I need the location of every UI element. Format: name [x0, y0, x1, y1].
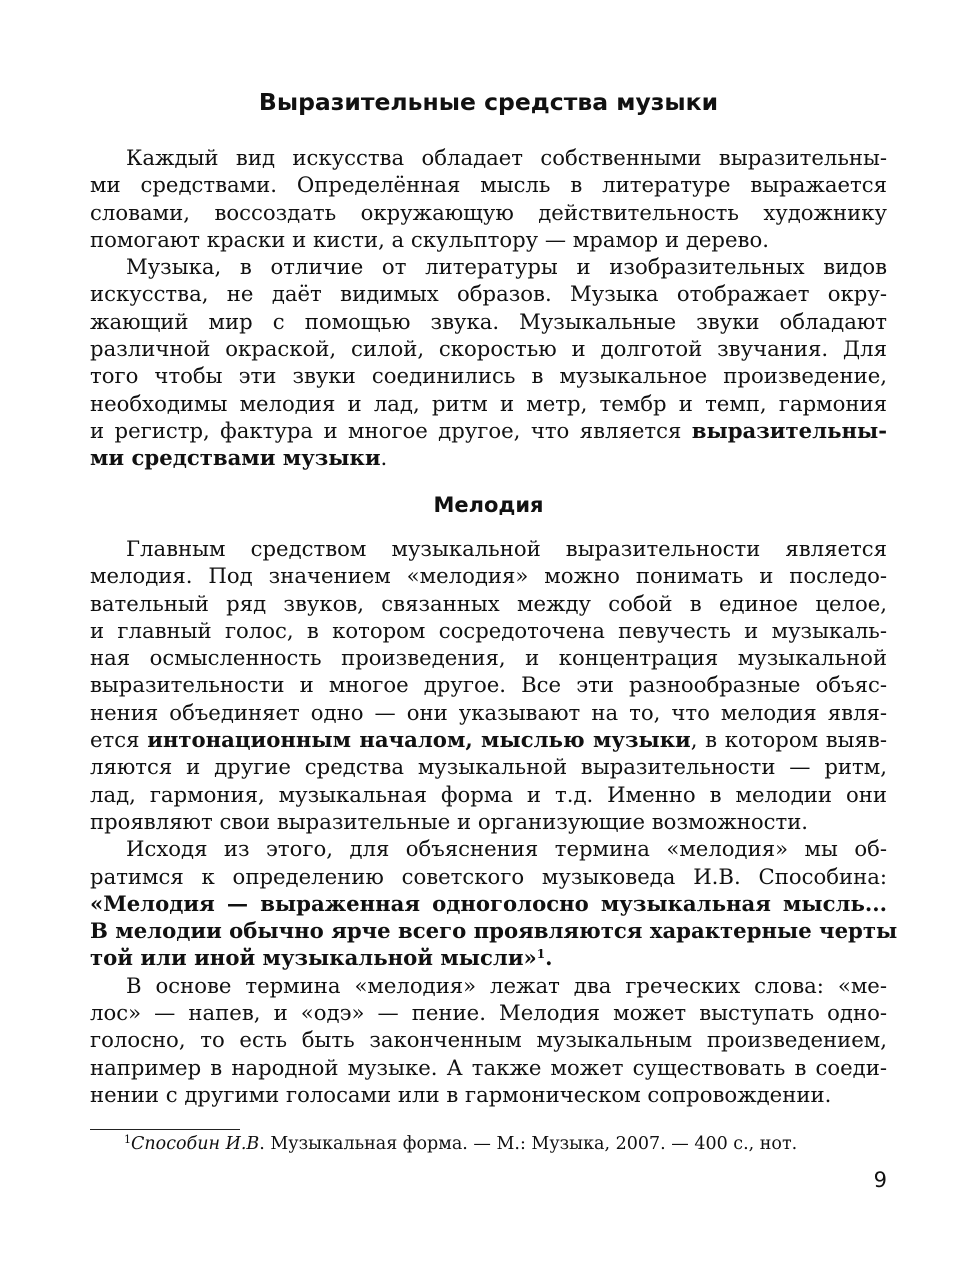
text-line: различной окраской, силой, скоростью и долготой звучания. Для: [90, 336, 887, 362]
melody-section: [90, 535, 898, 1108]
footnote-divider: [90, 1129, 240, 1130]
text-line: ляются и другие средства музыкальной выразительности — ритм,: [90, 754, 887, 780]
text-line: [90, 444, 887, 471]
section-heading-melody: Мелодия: [433, 493, 544, 517]
text-fragment: , в котором выяв-: [690, 727, 887, 753]
text-line: Музыка, в отличие от литературы и изобразительных видов: [126, 254, 887, 280]
text-line: того чтобы эти звуки соединились в музыкальное произведение,: [90, 363, 887, 389]
quote-line: «Мелодия — выраженная одноголосно музыкальная мысль...: [90, 890, 887, 916]
text-fragment: .: [380, 445, 388, 471]
text-line: нении с другими голосами или в гармоническом сопровождении.: [90, 1081, 832, 1107]
bold-term: выразительны-: [691, 417, 887, 443]
text-line: необходимы мелодия и лад, ритм и метр, тембр и темп, гармония: [90, 390, 887, 416]
footnote: [124, 1132, 797, 1156]
text-line: словами, воссоздать окружающую действительность художнику: [90, 199, 887, 225]
footnote-text: . Музыкальная форма. — М.: Музыка, 2007. — 400 с., нот.: [259, 1134, 798, 1154]
text-line: например в народной музыке. А также может существовать в соеди-: [90, 1054, 887, 1080]
intro-section: [90, 144, 887, 472]
text-line: жающий мир с помощью звука. Музыкальные звуки обладают: [90, 308, 887, 334]
text-line: лос» — напев, и «одэ» — пение. Мелодия может выступать одно-: [90, 1000, 887, 1026]
text-line: и главный голос, в котором сосредоточена певучесть и музыкаль-: [90, 617, 887, 643]
text-line: нения объединяет одно — они указывают на то, что мелодия явля-: [90, 699, 887, 725]
text-line: проявляют свои выразительные и организующие возможности.: [90, 808, 809, 834]
text-fragment: и регистр, фактура и многое другое, что является: [90, 417, 692, 443]
text-line: Исходя из этого, для объяснения термина «мелодия» мы об-: [126, 836, 887, 862]
quote-line: В мелодии обычно ярче всего проявляются характерные черты: [90, 918, 898, 944]
text-line: мелодия. Под значением «мелодия» можно понимать и последо-: [90, 563, 887, 589]
bold-term: интонационным началом, мыслью музыки: [147, 727, 691, 753]
text-line: голосно, то есть быть законченным музыкальным произведением,: [90, 1027, 887, 1053]
quote-fragment: той или иной музыкальной мысли»: [90, 945, 537, 971]
footnote-author: Способин И.В: [131, 1134, 260, 1154]
text-line: помогают краски и кисти, а скульптору — мрамор и дерево.: [90, 226, 769, 252]
text-line: лад, гармония, музыкальная форма и т.д. Именно в мелодии они: [90, 781, 887, 807]
text-line: ратимся к определению советского музыковеда И.В. Способина:: [90, 863, 887, 889]
text-line: выразительности и многое другое. Все эти разнообразные объяс-: [90, 672, 887, 698]
page-title: Выразительные средства музыки: [258, 88, 719, 116]
quote-line: [90, 944, 887, 971]
footnote-marker: 1: [124, 1133, 131, 1146]
text-line: ная осмысленность произведения, и концентрация музыкальной: [90, 645, 887, 671]
text-line: вательный ряд звуков, связанных между собой в единое целое,: [90, 590, 887, 616]
book-page: [90, 0, 898, 1270]
text-line: [90, 417, 887, 444]
text-line: ми средствами. Определённая мысль в литературе выражается: [90, 172, 887, 198]
text-line: [90, 726, 887, 753]
text-line: Каждый вид искусства обладает собственными выразительны-: [126, 145, 887, 170]
footnote-reference[interactable]: 1: [536, 947, 546, 962]
text-line: искусства, не даёт видимых образов. Музыка отображает окру-: [90, 281, 887, 307]
text-line: В основе термина «мелодия» лежат два греческих слова: «ме-: [126, 972, 887, 998]
text-line: Главным средством музыкальной выразительности является: [126, 536, 887, 561]
quote-fragment: .: [545, 945, 553, 971]
bold-term: ми средствами музыки: [90, 445, 381, 471]
text-fragment: ется: [90, 727, 148, 753]
page-number: 9: [873, 1168, 887, 1192]
